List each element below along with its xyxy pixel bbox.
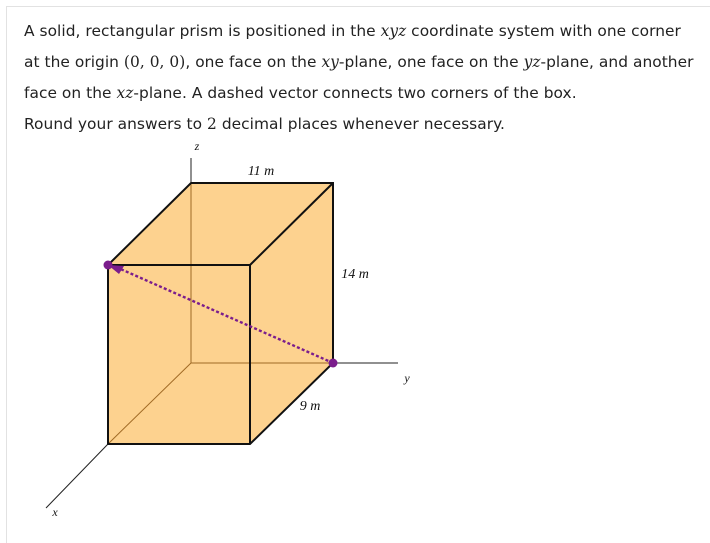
dimension-label-11m: 11 m <box>247 164 275 179</box>
dimension-label-14m: 14 m <box>341 267 369 282</box>
problem-text: coordinate system with one corner at the origin <box>24 22 681 71</box>
z-axis-label: z <box>194 139 200 153</box>
problem-text: -plane. A dashed vector connects two corners of the box. <box>133 84 577 102</box>
math-xz: xz <box>116 84 134 102</box>
problem-text: -plane, and another face on the <box>24 53 694 102</box>
vector-start-point <box>329 359 338 368</box>
problem-text: , one face on the <box>185 53 322 71</box>
math-yz: yz <box>523 53 541 71</box>
problem-text: -plane, one face on the <box>338 53 524 71</box>
problem-text: decimal places whenever necessary. <box>216 115 505 133</box>
math-xy: xy <box>321 53 339 71</box>
box-front-face <box>108 265 250 444</box>
x-axis <box>46 444 108 508</box>
dimension-label-9m: 9 m <box>299 399 321 414</box>
math-origin: (0, 0, 0) <box>123 53 186 71</box>
problem-text: A solid, rectangular prism is positioned in the <box>24 22 381 40</box>
problem-text: Round your answers to <box>24 115 208 133</box>
math-xyz: xyz <box>380 22 407 40</box>
y-axis-label: y <box>404 371 410 385</box>
vector-end-point <box>104 261 113 270</box>
x-axis-label: x <box>52 505 58 519</box>
math-decimal-places: 2 <box>207 115 217 133</box>
